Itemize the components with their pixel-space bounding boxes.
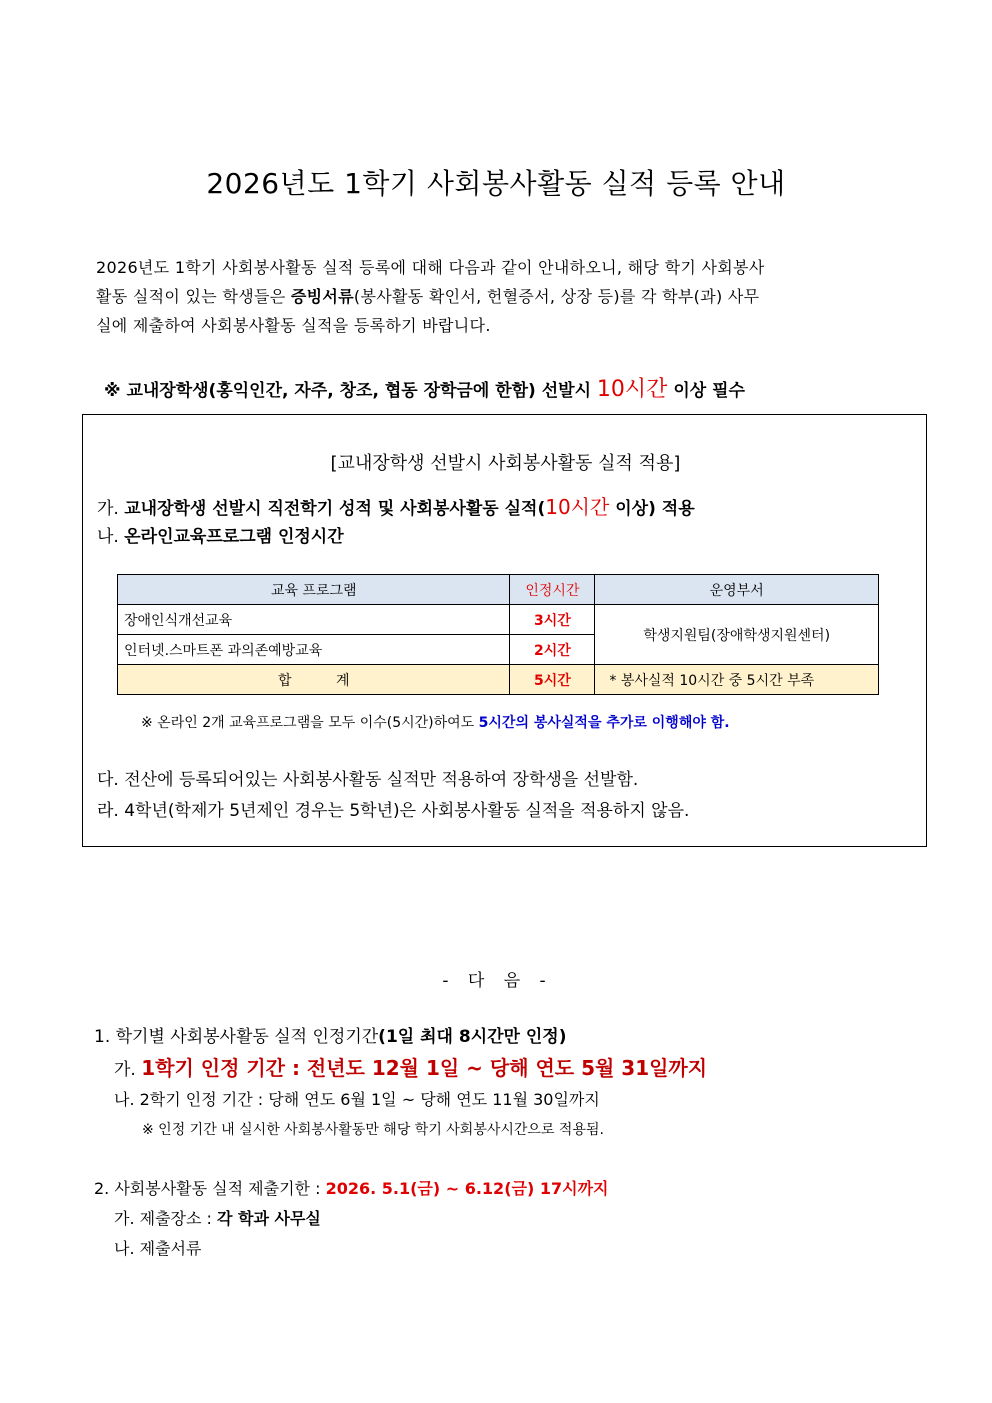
box-item-ra: 라. 4학년(학제가 5년제인 경우는 5학년)은 사회봉사활동 실적을 적용하지 않음. xyxy=(97,801,690,821)
section1-na: 나. 2학기 인정 기간 : 당해 연도 6월 1일 ~ 당해 연도 11월 30일까지 xyxy=(114,1090,600,1109)
section2-title-a: 2. 사회봉사활동 실적 제출기한 : xyxy=(94,1179,326,1198)
item-ga-hours: 10시간 xyxy=(545,495,610,519)
intro-line-3: 실에 제출하여 사회봉사활동 실적을 등록하기 바랍니다. xyxy=(96,316,491,335)
header-hours: 인정시간 xyxy=(510,575,595,605)
total-hours: 5시간 xyxy=(510,665,595,695)
intro-line-2-b: (봉사활동 확인서, 헌혈증서, 상장 등)를 각 학부(과) 사무 xyxy=(353,287,760,306)
item-na-label: 나. xyxy=(97,527,119,547)
section2-deadline: 2026. 5.1(금) ~ 6.12(금) 17시까지 xyxy=(325,1179,609,1198)
next-heading: - 다 음 - xyxy=(442,971,550,991)
box-item-da: 다. 전산에 등록되어있는 사회봉사활동 실적만 적용하여 장학생을 선발함. xyxy=(97,770,639,790)
notice-hours: 10시간 xyxy=(596,377,668,402)
item-na-text: 온라인교육프로그램 인정시간 xyxy=(124,527,344,547)
scholarship-notice xyxy=(104,372,745,403)
box-item-na xyxy=(97,522,344,547)
table-header-row xyxy=(118,575,879,605)
section1-note: ※ 인정 기간 내 실시한 사회봉사활동만 해당 학기 사회봉사시간으로 적용됨. xyxy=(142,1122,604,1138)
table-note-b: 5시간의 봉사실적을 추가로 이행해야 함. xyxy=(478,715,730,731)
box-item-ga xyxy=(97,491,695,520)
section2-na: 나. 제출서류 xyxy=(114,1239,202,1258)
item-ga-text-b: 이상) 적용 xyxy=(609,499,695,519)
intro-line-2-a: 활동 실적이 있는 학생들은 xyxy=(96,287,291,306)
header-program: 교육 프로그램 xyxy=(118,575,510,605)
intro-evidence-docs: 증빙서류 xyxy=(290,287,354,306)
section1-title xyxy=(94,1022,567,1047)
box-title: [교내장학생 선발시 사회봉사활동 실적 적용] xyxy=(330,453,681,474)
intro-line-1: 2026년도 1학기 사회봉사활동 실적 등록에 대해 다음과 같이 안내하오니, 해당 학기 사회봉사 xyxy=(96,258,765,277)
intro-paragraph xyxy=(96,253,896,340)
section1-title-a: 1. 학기별 사회봉사활동 실적 인정기간 xyxy=(94,1027,379,1047)
header-department: 운영부서 xyxy=(595,575,879,605)
intro-line-2 xyxy=(96,282,896,311)
total-label: 합 계 xyxy=(118,665,510,695)
scholarship-info-box xyxy=(82,414,927,847)
section2-ga-b: 각 학과 사무실 xyxy=(217,1209,321,1228)
page-title: 2026년도 1학기 사회봉사활동 실적 등록 안내 xyxy=(206,167,786,200)
section2-title xyxy=(94,1176,608,1199)
online-program-table xyxy=(117,574,879,695)
section1-ga xyxy=(114,1052,707,1081)
program-hours: 3시간 xyxy=(510,605,595,635)
section2-ga xyxy=(114,1206,321,1229)
section1-ga-label: 가. xyxy=(114,1060,136,1080)
notice-suffix: 이상 필수 xyxy=(667,381,745,401)
item-ga-label: 가. xyxy=(97,499,119,519)
section1-ga-text: 1학기 인정 기간 : 전년도 12월 1일 ~ 당해 연도 5월 31일까지 xyxy=(141,1056,708,1080)
item-ga-text-a: 교내장학생 선발시 직전학기 성적 및 사회봉사활동 실적( xyxy=(124,499,546,519)
program-name: 인터넷.스마트폰 과의존예방교육 xyxy=(118,635,510,665)
table-total-row xyxy=(118,665,879,695)
department-cell: 학생지원팀(장애학생지원센터) xyxy=(595,605,879,665)
total-note: * 봉사실적 10시간 중 5시간 부족 xyxy=(595,665,879,695)
table-row xyxy=(118,605,879,635)
section2-ga-a: 가. 제출장소 : xyxy=(114,1209,218,1228)
table-note xyxy=(141,712,730,732)
table-note-a: ※ 온라인 2개 교육프로그램을 모두 이수(5시간)하여도 xyxy=(141,715,479,731)
program-hours: 2시간 xyxy=(510,635,595,665)
section1-title-b: (1일 최대 8시간만 인정) xyxy=(378,1027,567,1047)
notice-prefix: ※ 교내장학생(홍익인간, 자주, 창조, 협동 장학금에 한함) 선발시 xyxy=(104,381,597,401)
program-name: 장애인식개선교육 xyxy=(118,605,510,635)
